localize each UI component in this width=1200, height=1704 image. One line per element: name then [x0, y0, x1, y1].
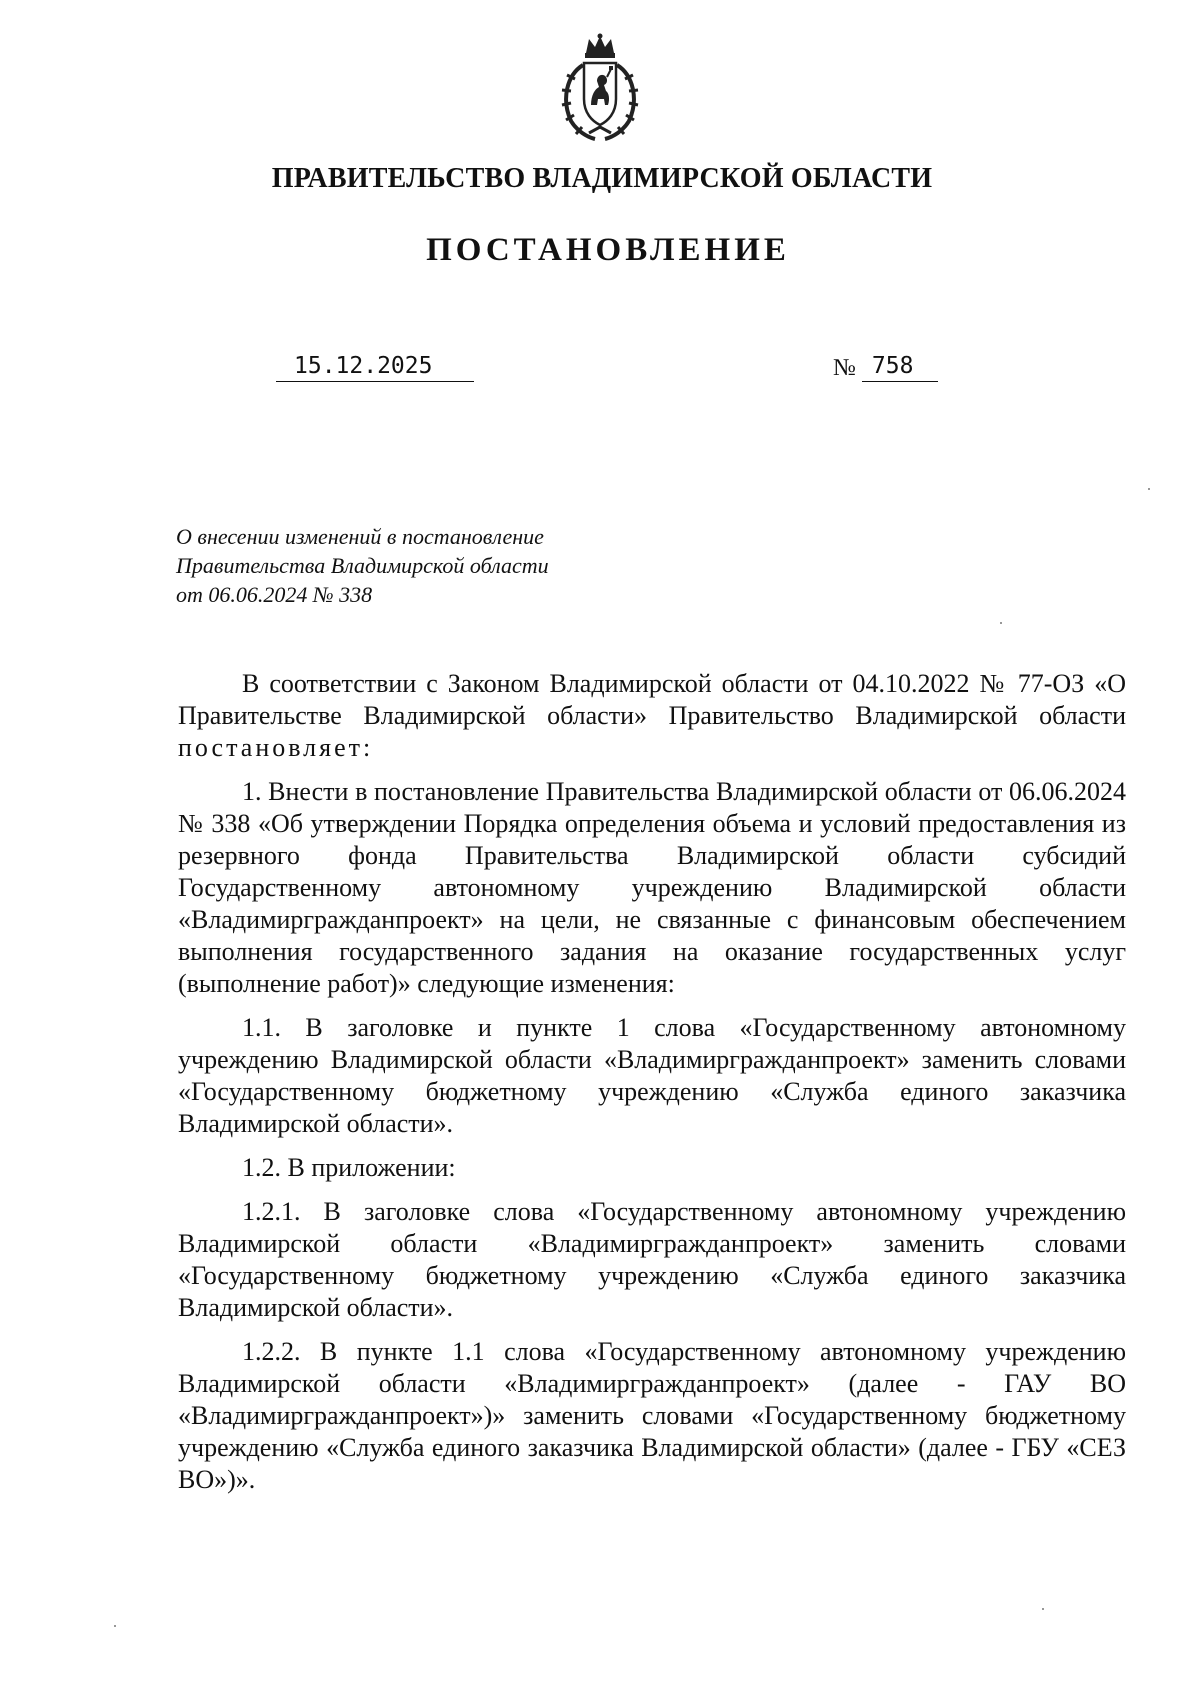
document-subject [176, 522, 549, 609]
coat-of-arms-icon [553, 33, 647, 143]
subject-line: О внесении изменений в постановление [176, 524, 544, 549]
preamble-colon: : [363, 733, 371, 762]
body-paragraph: 1.2.2. В пункте 1.1 слова «Государственному автономному учреждению Владимирской области «Владимиргражданпроект» (далее - ГАУ ВО «Владимиргражданпроект»)» заменить словами «Государственному бюджетному учреждению «Служба единого заказчика Владимирской области» (далее - ГБУ «СЕЗ ВО»)». [178, 1337, 1126, 1494]
document-body [178, 668, 1126, 1508]
scan-speck [1042, 1608, 1044, 1610]
scan-speck [1000, 622, 1002, 624]
body-paragraph: 1. Внести в постановление Правительства Владимирской области от 06.06.2024 № 338 «Об утверждении Порядка определения объема и условий предоставления из резервного фонда Правительства Владимирской области субсидий Государственному автономному учреждению Владимирской области «Владимиргражданпроект» на цели, не связанные с финансовым обеспечением выполнения государственного задания на оказание государственных услуг (выполнение работ)» следующие изменения: [178, 777, 1126, 998]
document-number: 758 [862, 353, 938, 382]
preamble-resolves: постановляет [178, 733, 364, 762]
subject-line: от 06.06.2024 № 338 [176, 582, 373, 607]
body-paragraph: 1.1. В заголовке и пункте 1 слова «Государственному автономному учреждению Владимирской области «Владимиргражданпроект» заменить словами «Государственному бюджетному учреждению «Служба единого заказчика Владимирской области». [178, 1013, 1126, 1138]
scan-speck [114, 1625, 116, 1627]
number-sign: № [833, 355, 856, 381]
document-type-heading: ПОСТАНОВЛЕНИЕ [426, 232, 790, 268]
document-number-block [833, 353, 938, 382]
document-date: 15.12.2025 [276, 353, 474, 382]
preamble-text: В соответствии с Законом Владимирской области от 04.10.2022 № 77-ОЗ «О Правительстве Владимирской области» Правительство Владимирской области [178, 669, 1126, 730]
body-paragraph: 1.2. В приложении: [242, 1153, 456, 1182]
preamble-paragraph [178, 668, 1126, 764]
subject-line: Правительства Владимирской области [176, 553, 549, 578]
organization-title: ПРАВИТЕЛЬСТВО ВЛАДИМИРСКОЙ ОБЛАСТИ [271, 163, 933, 194]
body-paragraph: 1.2.1. В заголовке слова «Государственному автономному учреждению Владимирской области «Владимиргражданпроект» заменить словами «Государственному бюджетному учреждению «Служба единого заказчика Владимирской области». [178, 1197, 1126, 1322]
scan-speck [1148, 488, 1150, 490]
